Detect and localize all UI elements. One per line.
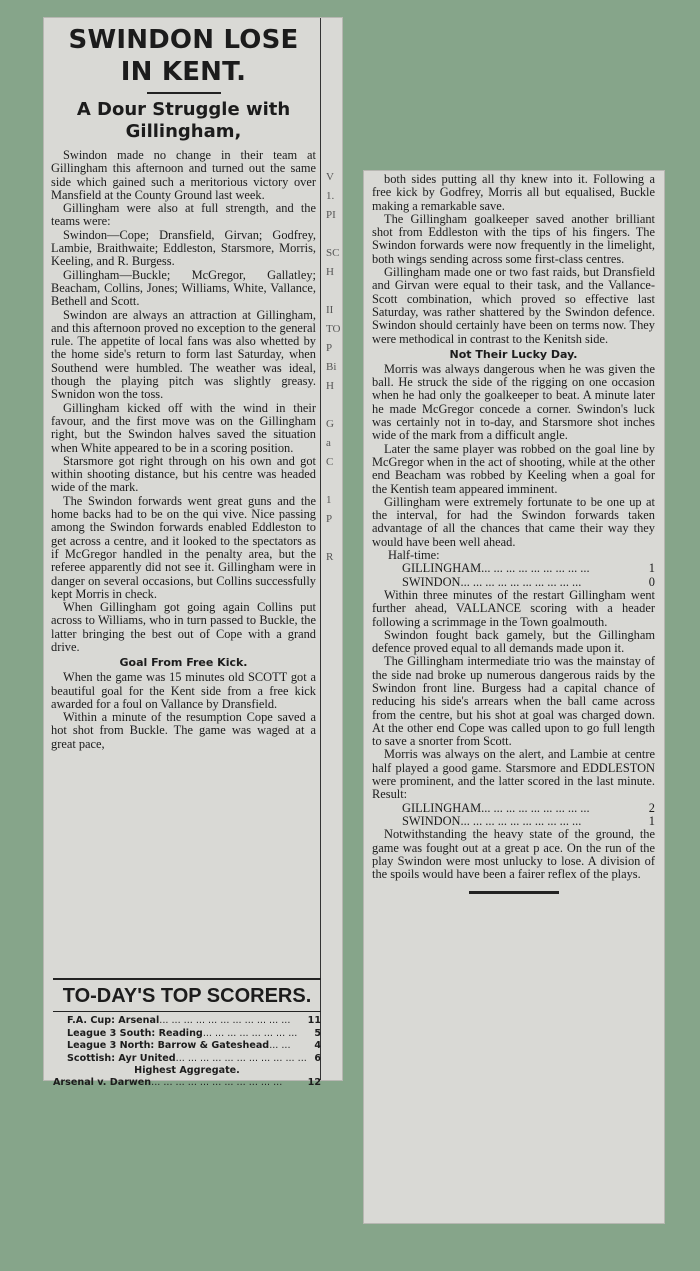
scorer-label: League 3 South: Reading — [67, 1027, 203, 1039]
paragraph: Morris was always dangerous when he was given the ball. He struck the side of the rigging on one occasion when he had only the goalkeeper to beat. A minute later he made McGregor concede a corner. Swindon's luck was certainly not in to-day, and Starsmore shot inches wide of the mark from a difficult angle. — [372, 361, 655, 443]
scorer-row — [53, 1015, 321, 1028]
stub-fragment: H — [326, 380, 334, 392]
crosshead-lucky-day: Not Their Lucky Day. — [449, 347, 578, 361]
stub-fragment: G — [326, 418, 334, 430]
crosshead-free-kick: Goal From Free Kick. — [119, 656, 248, 670]
scorer-row — [53, 1028, 321, 1041]
stub-fragment — [326, 529, 346, 548]
stub-fragment: V — [326, 171, 334, 183]
stub-fragment: 1 — [326, 494, 332, 506]
highest-aggregate-heading: Highest Aggregate. — [134, 1065, 240, 1077]
scorer-value: 5 — [314, 1027, 321, 1039]
paragraph: Later the same player was robbed on the goal line by McGregor when in the act of shooting, while at the other end Beacham was robbed by Keeling when a goal for the Kentish team appeared imminent. — [372, 441, 655, 496]
result-scores — [372, 802, 655, 829]
paragraph: Gillingham were also at full strength, and the teams were: — [51, 201, 316, 229]
dot-leader: ... ... ... ... ... ... ... ... — [202, 1027, 298, 1039]
stub-fragment — [326, 396, 346, 415]
stub-fragment: PI — [326, 209, 336, 221]
paragraph: The Gillingham intermediate trio was the mainstay of the side nad broke up numerous dangerous raids by the Swindon front line. Burgess had a capital chance of reducing his side's arrears when the ball came across from the centre, but his shot at goal was charged down. At the other end Cope was called upon to go full length to save a snorter from Scott. — [372, 654, 655, 749]
team-score: 2 — [648, 800, 655, 815]
paragraph: Swindon made no change in their team at Gillingham this afternoon and turned out the same side which gained such a meritorious victory over Mansfield at the County Ground last week. — [51, 148, 316, 202]
headline-rule — [147, 92, 221, 94]
dot-leader: ... ... ... ... ... ... ... ... ... — [481, 561, 590, 576]
paragraph: The Gillingham goalkeeper saved another brilliant shot from Eddleston with the tips of his fingers. The Swindon forwards were now frequently in the limelight, both wings sending across some first-class centres. — [372, 211, 655, 266]
dot-leader: ... ... ... ... ... ... ... ... ... — [481, 800, 590, 815]
top-scorers-list — [53, 1015, 321, 1065]
dot-leader: ... ... — [269, 1040, 291, 1052]
stub-fragment: Bi — [326, 361, 337, 373]
halftime-label: Half-time: — [388, 548, 440, 563]
dot-leader: ... ... ... ... ... ... ... ... ... ... — [460, 813, 582, 828]
paragraph: Morris was always on the alert, and Lambie at centre half played a good game. Starsmore and EDDLESTON were prominent, and the latter scored in the last minute. Result: — [372, 747, 655, 802]
left-column — [44, 18, 321, 1080]
paragraph: Gillingham made one or two fast raids, but Dransfield and Girvan were equal to their task, and the Vallance-Scott combination, which proved so effective last Saturday, was rather shattered by the Swindon defence. Swindon should certainly have been on terms now. They were methodical in contrast to the Kenitsh side. — [372, 265, 655, 346]
score-row — [372, 562, 655, 575]
stub-fragment: R — [326, 551, 334, 563]
paragraph: Within a minute of the resumption Cope saved a hot shot from Buckle. The game was waged at a great pace, — [51, 710, 316, 751]
team-score: 1 — [648, 813, 655, 828]
clipping-right — [363, 170, 665, 1224]
end-rule — [469, 891, 559, 894]
halftime-scores — [372, 562, 655, 589]
closing-text — [372, 828, 655, 881]
stub-fragment — [326, 225, 346, 244]
scorer-label: League 3 North: Barrow & Gateshead — [67, 1040, 270, 1052]
team-name: SWINDON — [402, 813, 461, 828]
article-headline: SWINDON LOSE IN KENT. — [68, 25, 299, 87]
right-body-text — [372, 173, 655, 346]
team-name: SWINDON — [402, 574, 461, 589]
top-scorers-box — [53, 978, 321, 1090]
stub-fragment: TO — [326, 323, 341, 335]
right-column — [364, 171, 659, 1223]
dot-leader: ... ... ... ... ... ... ... ... ... ... ... — [175, 1052, 307, 1064]
scorer-label: Scottish: Ayr United — [67, 1052, 176, 1064]
stub-fragment: P — [326, 513, 333, 525]
team-name: GILLINGHAM — [402, 800, 482, 815]
clipping-left — [43, 17, 343, 1089]
closing-paragraph: Notwithstanding the heavy state of the ground, the game was fought out at a great p ace. On the run of the play Swindon were most unlucky to lose. A division of the spoils would have been a fairer reflex of the plays. — [372, 827, 655, 882]
stub-fragment: SC — [326, 247, 340, 259]
dot-leader: ... ... ... ... ... ... ... ... ... ... ... — [159, 1015, 291, 1026]
aggregate-row — [53, 1077, 321, 1090]
stub-fragment: II — [326, 304, 334, 316]
score-row — [372, 802, 655, 815]
stub-fragment — [326, 282, 346, 301]
scorer-value: 4 — [314, 1040, 321, 1052]
stub-fragment: 1. — [326, 190, 335, 202]
scorer-row — [53, 1040, 321, 1053]
paragraph: Gillingham were extremely fortunate to be one up at the interval, for had the Swindon forwards taken advantage of all the chances that came their way they would have been well ahead. — [372, 494, 655, 549]
aggregate-leader: ... ... ... ... ... ... ... ... ... ... ... — [151, 1077, 283, 1089]
scorer-value: 11 — [307, 1015, 321, 1026]
paragraph: Swindon are always an attraction at Gillingham, and this afternoon proved no exception to the general rule. The appetite of local fans was also whetted by the home side's return to form last Saturday, when Southend were humbled. The weather was ideal, though the playing pitch was slightly greasy. Swnidon won the toss. — [51, 307, 316, 402]
paragraph: When Gillingham got going again Collins put across to Williams, who in turn passed to Buckle, the latter bringing the best out of Cope with a grand drive. — [51, 600, 316, 654]
left-body-text — [51, 149, 316, 654]
scorer-row — [53, 1053, 321, 1066]
paragraph: The Swindon forwards went great guns and the home backs had to be on the qui vive. Nice passing among the Swindon forwards enabled Eddleston to get across a centre, and it looked to the spectators as if McGregor handled in the penalty area, but the referee apparently did not see it. Gillingham were in danger on several occasions, but Collins successfully kept Morris in check. — [51, 493, 316, 601]
paragraph: Swindon—Cope; Dransfield, Girvan; Godfrey, Lambie, Braithwaite; Eddleston, Starsmore, Morris, Keeling, and R. Burgess. — [51, 227, 316, 269]
paragraph: When the game was 15 minutes old SCOTT got a beautiful goal for the Kent side from a free kick awarded for a foul on Vallance by Dransfield. — [51, 670, 316, 711]
stub-fragment: H — [326, 266, 334, 278]
right-body-text-3 — [372, 589, 655, 802]
paragraph: Gillingham—Buckle; McGregor, Gallatley; Beacham, Collins, Jones; Williams, White, Vallance, Bethell and Scott. — [51, 267, 316, 309]
right-body-text-2 — [372, 363, 655, 549]
scorer-value: 6 — [314, 1052, 321, 1064]
stub-fragment: a — [326, 437, 331, 449]
paragraph: both sides putting all thy knew into it. Following a free kick by Godfrey, Morris all but equalised, Buckle making a remarkable save. — [372, 172, 655, 213]
aggregate-value: 12 — [307, 1077, 321, 1089]
stub-fragment: C — [326, 456, 334, 468]
paragraph: Within three minutes of the restart Gillingham went further ahead, VALLANCE scoring with a header following a scrimmage in the Town goalmouth. — [372, 587, 655, 629]
paragraph: Swindon fought back gamely, but the Gillingham defence proved equal to all demands made upon it. — [372, 627, 655, 656]
article-subheadline: A Dour Struggle with Gillingham, — [76, 99, 291, 142]
paragraph: Gillingham kicked off with the wind in their favour, and the first move was on the Gillingham right, but the Swindon halves saved the situation when White appeared to be in a scoring position. — [51, 400, 316, 455]
team-score: 0 — [648, 574, 655, 589]
team-score: 1 — [648, 561, 655, 576]
score-row — [372, 576, 655, 589]
neighbour-column-fragment — [326, 168, 346, 567]
paragraph: Starsmore got right through on his own and got within shooting distance, but his centre was headed wide of the mark. — [51, 453, 316, 495]
left-body-text-2 — [51, 671, 316, 751]
scorer-label: F.A. Cup: Arsenal — [67, 1015, 160, 1026]
top-scorers-title: TO-DAY'S TOP SCORERS. — [53, 984, 321, 1012]
stub-fragment: P — [326, 342, 333, 354]
aggregate-label: Arsenal v. Darwen — [53, 1077, 152, 1089]
stub-fragment — [326, 472, 346, 491]
team-name: GILLINGHAM — [402, 561, 482, 576]
score-row — [372, 815, 655, 828]
dot-leader: ... ... ... ... ... ... ... ... ... ... — [460, 574, 582, 589]
